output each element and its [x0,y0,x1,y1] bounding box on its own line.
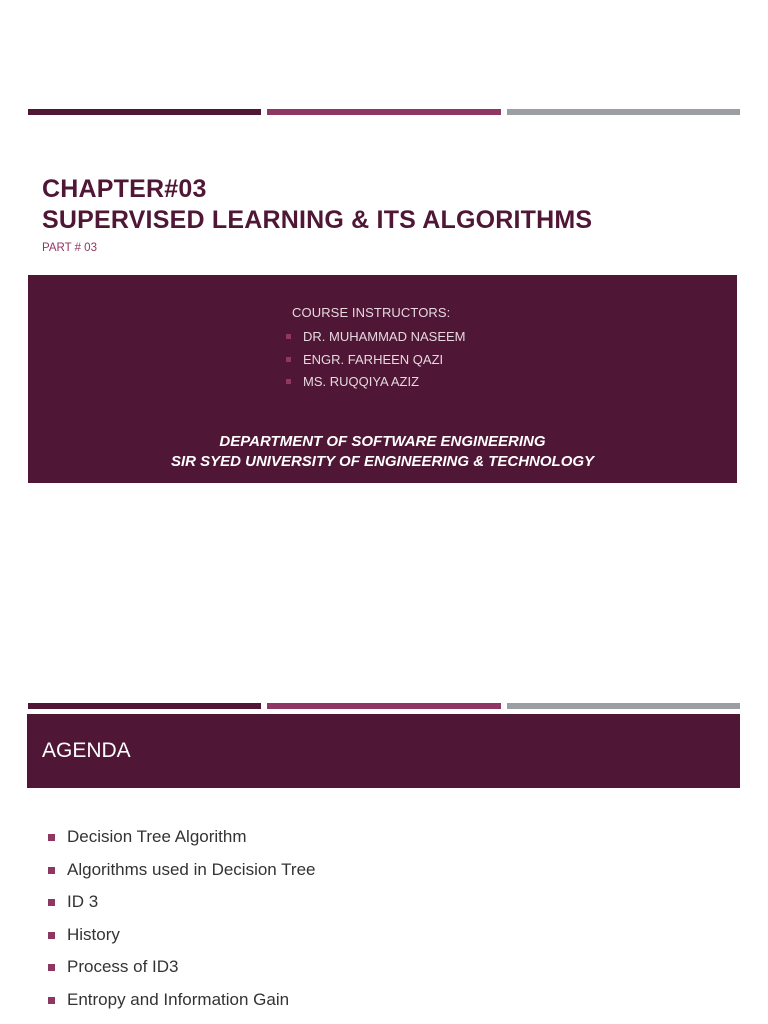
accent-bar-gray [507,703,740,709]
department-block [28,432,737,471]
agenda-item-label: ID 3 [67,892,99,912]
bullet-icon [48,964,55,971]
agenda-header [27,714,740,788]
instructor-panel [28,275,737,483]
agenda-item [48,951,316,984]
agenda-list [48,821,316,1017]
university-name: SIR SYED UNIVERSITY OF ENGINEERING & TECHNOLOGY [170,452,595,470]
agenda-item [48,984,316,1017]
instructor-item [286,349,466,372]
chapter-subject: SUPERVISED LEARNING & ITS ALGORITHMS [42,206,593,234]
bullet-icon [48,867,55,874]
part-label: PART # 03 [42,242,97,254]
department-name: DEPARTMENT OF SOFTWARE ENGINEERING [219,433,546,450]
agenda-title: AGENDA [42,739,131,762]
chapter-title: CHAPTER#03 [42,175,207,203]
bullet-icon [48,997,55,1004]
instructor-name: MS. RUQQIYA AZIZ [303,374,420,389]
slide1-title-block [42,174,592,254]
slide2-accent-bars [28,703,740,709]
accent-bar-dark [28,703,261,709]
agenda-item-label: History [67,924,120,944]
agenda-item-label: Algorithms used in Decision Tree [67,859,316,879]
instructor-name: ENGR. FARHEEN QAZI [303,351,444,367]
slide1-accent-bars [28,109,740,115]
accent-bar-dark [28,109,261,115]
bullet-icon [48,932,55,939]
instructor-item [286,371,466,394]
accent-bar-gray [507,109,740,115]
accent-bar-magenta [267,703,501,709]
instructor-name: DR. MUHAMMAD NASEEM [303,329,466,344]
bullet-icon [286,357,291,362]
bullet-icon [286,379,291,384]
bullet-icon [286,334,291,339]
agenda-item-label: Process of ID3 [67,957,179,977]
agenda-item-label: Decision Tree Algorithm [67,827,247,846]
instructors-heading: COURSE INSTRUCTORS: [292,305,451,320]
agenda-item [48,919,316,952]
instructor-item [286,326,466,349]
agenda-item [48,821,316,854]
accent-bar-magenta [267,109,501,115]
bullet-icon [48,834,55,841]
agenda-item [48,854,316,887]
agenda-item [48,886,316,919]
instructor-list [286,326,466,394]
agenda-item-label: Entropy and Information Gain [67,989,290,1009]
bullet-icon [48,899,55,906]
